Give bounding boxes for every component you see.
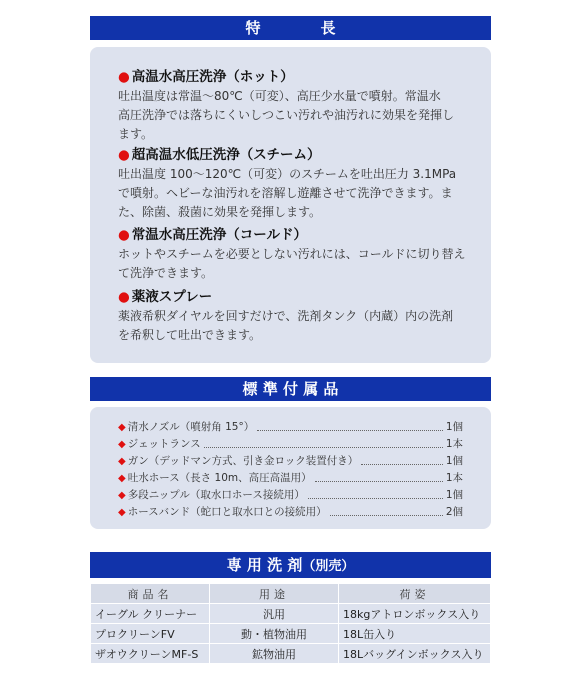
diamond-bullet-icon: ◆ (118, 439, 126, 450)
leader-dots (330, 504, 443, 516)
feature-spray (118, 288, 453, 345)
feature-title: 高温水高圧洗浄（ホット） (131, 69, 294, 85)
leader-dots (308, 487, 443, 499)
feature-desc-line: た、除菌、殺菌に効果を発揮します。 (118, 205, 322, 219)
features-header (90, 16, 491, 40)
feature-desc-line: を希釈して吐出できます。 (118, 328, 262, 342)
feature-desc-line: 高圧洗浄では落ちにくいしつこい汚れや油汚れに効果を発揮し (118, 108, 455, 122)
leader-dots (204, 436, 443, 448)
bullet-icon: ● (118, 69, 130, 85)
column-header: 商品名 (91, 584, 210, 604)
accessory-qty: 1個 (445, 489, 463, 501)
product-package: 18kgアトロンボックス入り (339, 604, 491, 624)
detergents-title-suffix: （別売） (302, 559, 355, 574)
table-row (91, 624, 491, 644)
feature-title: 超高温水低圧洗浄（スチーム） (131, 147, 321, 163)
accessory-name: ホースバンド（蛇口と取水口との接続用） (127, 506, 327, 518)
leader-dots (257, 419, 443, 431)
leader-dots (361, 453, 443, 465)
bullet-icon: ● (118, 289, 130, 305)
accessories-header (90, 377, 491, 401)
accessory-name: 吐水ホース（長さ 10m、高圧高温用） (127, 472, 312, 484)
bullet-icon: ● (118, 227, 130, 243)
feature-cold (118, 226, 466, 283)
features-title: 特 長 (245, 19, 336, 37)
product-use: 鉱物油用 (210, 644, 339, 664)
accessory-qty: 1本 (445, 438, 463, 450)
column-header: 荷姿 (339, 584, 491, 604)
accessories-title: 標 準 付 属 品 (242, 380, 339, 398)
bullet-icon: ● (118, 147, 130, 163)
feature-desc-line: ます。 (118, 127, 154, 141)
accessory-row (118, 504, 463, 521)
detergents-table (90, 583, 491, 664)
feature-desc-line: ホットやスチームを必要としない汚れには、コールドに切り替え (118, 247, 466, 261)
accessory-qty: 2個 (445, 506, 463, 518)
accessory-row (118, 453, 463, 470)
product-name: プロクリーンFV (91, 624, 210, 644)
leader-dots (315, 470, 443, 482)
accessory-qty: 1個 (445, 455, 463, 467)
feature-desc-line: 吐出温度は常温～80℃（可変）、高圧少水量で噴射。常温水 (118, 89, 441, 103)
detergents-title: 専 用 洗 剤 (226, 556, 303, 574)
feature-title: 薬液スプレー (131, 289, 213, 305)
feature-desc-line: 吐出温度 100～120℃（可変）のスチームを吐出圧力 3.1MPa (118, 167, 457, 181)
feature-hot (118, 68, 454, 144)
product-use: 汎用 (210, 604, 339, 624)
table-header-row (91, 584, 491, 604)
product-package: 18Lバッグインボックス入り (339, 644, 491, 664)
feature-desc-line: 薬液希釈ダイヤルを回すだけで、洗剤タンク（内蔵）内の洗剤 (118, 309, 454, 323)
accessory-name: 多段ニップル（取水口ホース接続用） (127, 489, 305, 501)
table-row (91, 644, 491, 664)
diamond-bullet-icon: ◆ (118, 422, 126, 433)
accessory-row (118, 470, 463, 487)
accessory-row (118, 419, 463, 436)
table-row (91, 604, 491, 624)
accessory-row (118, 487, 463, 504)
diamond-bullet-icon: ◆ (118, 473, 126, 484)
detergents-header (90, 552, 491, 578)
feature-steam (118, 146, 456, 222)
feature-desc-line: て洗浄できます。 (118, 266, 214, 280)
diamond-bullet-icon: ◆ (118, 456, 126, 467)
accessory-row (118, 436, 463, 453)
product-package: 18L缶入り (339, 624, 491, 644)
feature-title: 常温水高圧洗浄（コールド） (131, 227, 308, 243)
product-name: イーグル クリーナー (91, 604, 210, 624)
diamond-bullet-icon: ◆ (118, 490, 126, 501)
product-name: ザオウクリーンMF-S (91, 644, 210, 664)
accessory-qty: 1本 (445, 472, 463, 484)
accessory-name: ジェットランス (127, 438, 201, 450)
accessory-name: 清水ノズル（噴射角 15°） (127, 421, 255, 433)
product-use: 動・植物油用 (210, 624, 339, 644)
accessory-name: ガン（デッドマン方式、引き金ロック装置付き） (127, 455, 359, 467)
accessory-qty: 1個 (445, 421, 463, 433)
feature-desc-line: で噴射。ヘビーな油汚れを溶解し遊離させて洗浄できます。ま (118, 186, 453, 200)
diamond-bullet-icon: ◆ (118, 507, 126, 518)
column-header: 用途 (210, 584, 339, 604)
